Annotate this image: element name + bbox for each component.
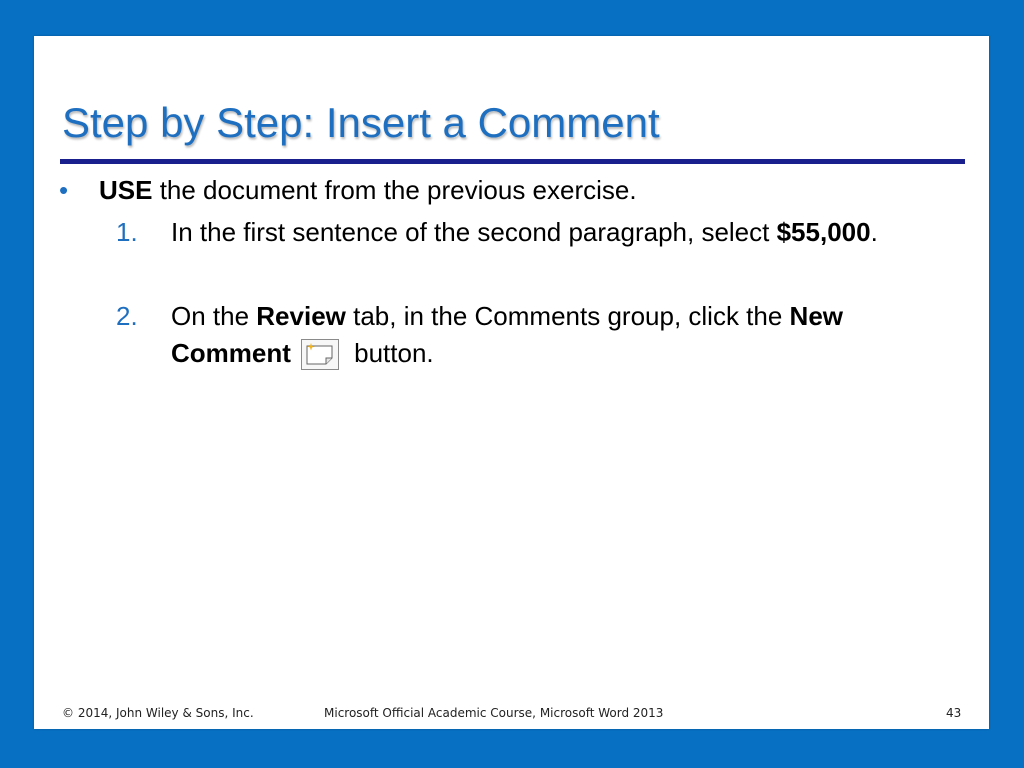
new-comment-icon <box>301 339 339 370</box>
step-2-text-after: button. <box>346 338 434 368</box>
use-keyword: USE <box>99 175 153 205</box>
review-tab-label: Review <box>256 301 346 331</box>
step-1-text-after: . <box>870 217 878 247</box>
step-2-text-before: On the <box>171 301 257 331</box>
bullet-text: the document from the previous exercise. <box>152 175 637 205</box>
title-rule <box>60 159 965 164</box>
step-2-number: 2. <box>116 301 138 331</box>
footer-course: Microsoft Official Academic Course, Microsoft Word 2013 <box>324 706 664 720</box>
step-1-text-before: In the first sentence of the second paragraph, select <box>171 217 777 247</box>
step-2-text-middle: tab, in the Comments group, click the <box>345 301 790 331</box>
new-comment-label: New Comment <box>171 301 844 368</box>
step-1-amount: $55,000 <box>776 217 871 247</box>
slide-title: Step by Step: Insert a Comment <box>62 99 660 146</box>
footer-page-number: 43 <box>946 706 962 720</box>
step-1-number: 1. <box>116 217 138 247</box>
slide <box>34 36 989 729</box>
bullet-item <box>59 173 637 207</box>
step-1-text <box>171 214 931 251</box>
step-2-text <box>171 298 931 372</box>
bullet-marker: • <box>59 175 69 205</box>
footer-copyright: © 2014, John Wiley & Sons, Inc. <box>62 706 254 720</box>
